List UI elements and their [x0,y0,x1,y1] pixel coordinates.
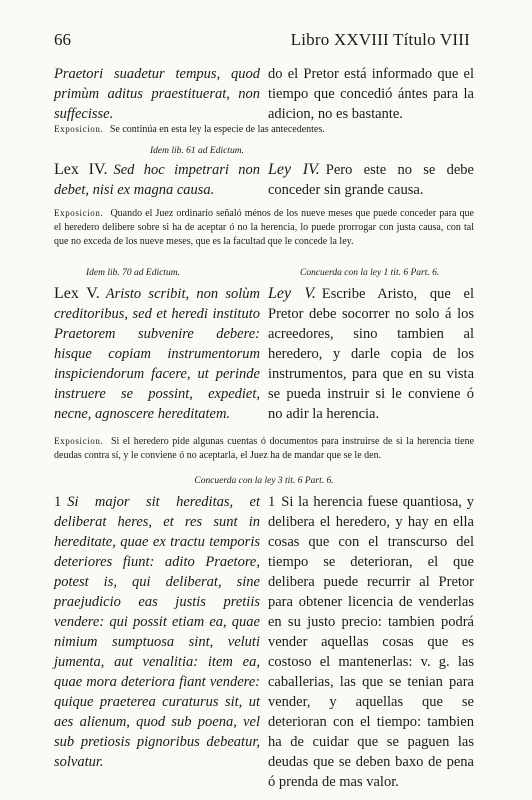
section-1-latin-text: Si major sit hereditas, et deliberat heres, et res sunt in hereditate, quae ex tractu temporis deteriores fiunt: adito Praetore, potest is, qui deliberat, sine praejudicio eas justis pretiis vendere: qui possit etiam ea, quae nimium sumptuosa sint, veluti jumenta, aut venalitia: item ea, quae mora deteriora fiant vendere: quique praeterea curaturus sit, ut aes alienum, quod sub poena, vel sub pretiosis pignoribus debeatur, solvatur. [54,494,260,770]
law-4 [54,160,474,200]
exposition-label: Exposicion. [54,208,104,218]
lex-5-latin [54,284,260,424]
ley-4-spanish [268,160,474,200]
ley-5-title: Ley V. [268,285,316,302]
ley-5-text: Escribe Aristo, que el Pretor debe socorrer no solo á los acreedores, sino tambien al heredero, y darle copia de los instrumentos, para que en su vista se pueda instruir si le conviene ó no adir la herencia. [268,286,474,422]
latin-continuation: Praetori suadetur tempus, quod primùm aditus praestituerat, non suffecisse. [54,66,260,122]
exposition-2 [54,206,474,249]
lex-4-title: Lex IV. [54,161,108,178]
ley-4-title: Ley IV. [268,161,320,178]
ley-5-spanish [268,284,474,424]
spanish-continuation: do el Pretor está informado que el tiempo que concedió ántes para la adicion, no es bastante. [268,66,474,122]
exposition-text: Quando el Juez ordinario señaló ménos de los nueve meses que puede conceder para que el heredero delibere sobre si ha de aceptar ó no la herencia, lo puede prorrogar con justa causa, con tal que no exceda de los nueve meses, que es la facultad que le concede la ley. [54,208,475,247]
lex-4-text: Sed hoc impetrari non debet, nisi ex magna causa. [54,162,260,198]
exposition-3 [54,434,474,463]
exposition-1 [54,122,474,137]
section-1-spanish-text: Si la herencia fuese quantiosa, y delibera el heredero, y hay en ella cosas que con el transcurso del tiempo se deterioran, el que delibera puede recurrir al Pretor para obtener licencia de venderlas en su justo precio: tambien podrá vender aquellas cosas que es costoso el mantenerlas: v. g. las caballerias, las que se tenian para vender, y aquellas que se deterioran con el tiempo: tambien ha de cuidar que se paguen las deudas que se deben baxo de pena ó prenda de mas valor. [268,494,474,790]
exposition-label: Exposicion. [54,436,104,446]
section-1-number: 1 [54,494,62,510]
running-title: Libro XXVIII Título VIII [290,30,470,49]
section-1 [54,492,474,792]
lex-5-text: Aristo scribit, non solùm creditoribus, sed et heredi instituto Praetorem subvenire debere: hisque copiam instrumentorum inspiciendorum facere, ut perinde instruere se possint, expediet, necne, agnoscere hereditatem. [54,286,261,422]
exposition-text: Si el heredero pide algunas cuentas ó documentos para instruirse de si la herencia tiene deudas contra sí, y le conviene ó no aceptarla, el Juez ha de mandar que se le den. [54,436,475,461]
exposition-text: Se continúa en esta ley la especie de las antecedentes. [109,124,325,135]
lex-4-latin [54,160,260,200]
page-header [54,30,474,56]
lex-5-title: Lex V. [54,285,100,302]
section-1-spanish [268,492,474,792]
law-5 [54,284,474,424]
source-note-idem-70: Idem lib. 70 ad Edictum. [86,268,180,278]
section-1-number-es: 1 [268,494,276,510]
exposition-label: Exposicion. [54,124,104,134]
ley-4-text: Pero este no se debe conceder sin grande causa. [268,162,474,198]
page-number: 66 [54,30,71,49]
source-note-concuerda-3: Concuerda con la ley 3 tit. 6 Part. 6. [194,476,334,486]
source-note-idem-61: Idem lib. 61 ad Edictum. [150,146,244,156]
continuation-block [54,64,474,124]
source-note-concuerda-1: Concuerda con la ley 1 tit. 6 Part. 6. [300,268,440,278]
section-1-latin [54,492,260,792]
